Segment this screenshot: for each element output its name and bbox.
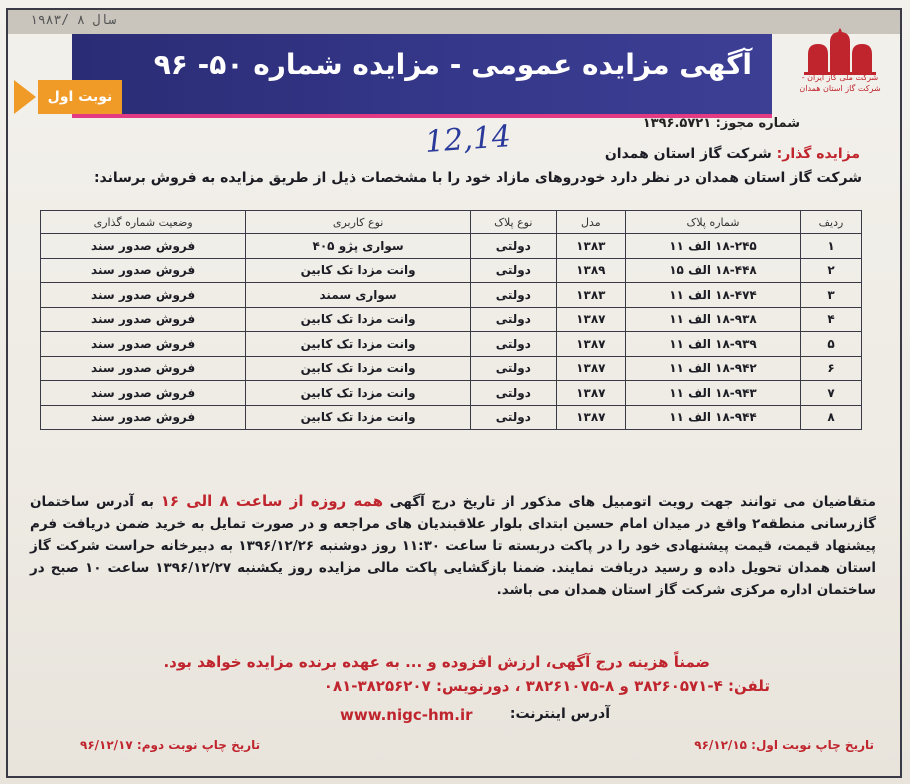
second-print-date: تاریخ چاپ نوبت دوم: ۹۶/۱۲/۱۷ [80, 738, 261, 752]
cell-plate: ۱۸-۴۴۸ الف ۱۵ [626, 258, 801, 283]
round-badge-label: نوبت اول [38, 80, 122, 114]
cell-model: ۱۳۸۷ [556, 381, 625, 406]
cell-plate-type: دولتی [470, 332, 556, 357]
cell-status: فروش صدور سند [41, 356, 246, 381]
website-label: آدرس اینترنت: [509, 706, 610, 722]
cell-plate-type: دولتی [470, 356, 556, 381]
cell-status: فروش صدور سند [41, 307, 246, 332]
first-print-date: تاریخ چاپ نوبت اول: ۹۶/۱۲/۱۵ [694, 738, 874, 752]
table-header-row [41, 211, 862, 234]
auctioneer-line [605, 146, 860, 162]
cell-usage: وانت مزدا تک کابین [246, 405, 471, 430]
cost-note: ضمناً هزینه درج آگهی، ارزش افزوده و ... به عهده برنده مزایده خواهد بود. [163, 653, 710, 671]
cell-plate: ۱۸-۴۷۴ الف ۱۱ [626, 283, 801, 308]
table-row [41, 307, 862, 332]
cell-model: ۱۳۸۳ [556, 283, 625, 308]
vehicles-table [40, 210, 862, 430]
cell-plate-type: دولتی [470, 405, 556, 430]
cell-model: ۱۳۸۷ [556, 356, 625, 381]
table-row [41, 381, 862, 406]
intro-text: شرکت گاز استان همدان در نظر دارد خودروهای مازاد خود را با مشخصات ذیل از طریق مزایده به فروش برساند: [93, 170, 862, 186]
cell-plate: ۱۸-۹۴۴ الف ۱۱ [626, 405, 801, 430]
cell-row-number: ۱ [800, 234, 861, 259]
table-row [41, 405, 862, 430]
badge-arrow-icon [14, 80, 36, 114]
cell-plate-type: دولتی [470, 258, 556, 283]
cell-row-number: ۶ [800, 356, 861, 381]
col-registration-status: وضعیت شماره گذاری [41, 211, 246, 234]
cell-status: فروش صدور سند [41, 258, 246, 283]
cell-status: فروش صدور سند [41, 405, 246, 430]
cell-plate: ۱۸-۹۳۸ الف ۱۱ [626, 307, 801, 332]
handwritten-note: 12,14 [423, 119, 513, 160]
table-row [41, 234, 862, 259]
table-row [41, 332, 862, 357]
cell-status: فروش صدور سند [41, 283, 246, 308]
auctioneer-value: شرکت گاز استان همدان [604, 146, 772, 162]
cell-row-number: ۷ [800, 381, 861, 406]
auctioneer-label: مزایده گذار: [776, 146, 860, 162]
cell-row-number: ۴ [800, 307, 861, 332]
cell-usage: سواری پژو ۴۰۵ [246, 234, 471, 259]
body-text-part1: متقاضیان می توانند جهت رویت اتومبیل های مذکور از تاریخ درج آگهی [389, 494, 876, 510]
cell-usage: وانت مزدا تک کابین [246, 307, 471, 332]
title-banner [72, 34, 772, 118]
cell-model: ۱۳۸۷ [556, 405, 625, 430]
body-paragraph [30, 490, 876, 601]
issue-number: ۱۹۸۳/ ۸ سال [30, 13, 117, 28]
cell-usage: سواری سمند [246, 283, 471, 308]
cell-row-number: ۵ [800, 332, 861, 357]
col-usage: نوع کاربری [246, 211, 471, 234]
cell-row-number: ۳ [800, 283, 861, 308]
cell-plate: ۱۸-۲۴۵ الف ۱۱ [626, 234, 801, 259]
cell-plate-type: دولتی [470, 283, 556, 308]
cell-usage: وانت مزدا تک کابین [246, 356, 471, 381]
cell-usage: وانت مزدا تک کابین [246, 258, 471, 283]
cell-plate: ۱۸-۹۳۹ الف ۱۱ [626, 332, 801, 357]
body-highlight-hours: همه روزه از ساعت ۸ الی ۱۶ [160, 492, 384, 510]
cell-usage: وانت مزدا تک کابین [246, 332, 471, 357]
cell-status: فروش صدور سند [41, 381, 246, 406]
table-row [41, 356, 862, 381]
cell-model: ۱۳۸۳ [556, 234, 625, 259]
permit-number: شماره مجوز: ۱۳۹۶.۵۷۲۱ [642, 116, 800, 131]
table-row [41, 283, 862, 308]
cell-plate-type: دولتی [470, 234, 556, 259]
cell-plate: ۱۸-۹۴۳ الف ۱۱ [626, 381, 801, 406]
cell-model: ۱۳۸۹ [556, 258, 625, 283]
cell-plate-type: دولتی [470, 307, 556, 332]
col-row-number: ردیف [800, 211, 861, 234]
cell-status: فروش صدور سند [41, 332, 246, 357]
cell-model: ۱۳۸۷ [556, 332, 625, 357]
cell-row-number: ۲ [800, 258, 861, 283]
round-badge [14, 80, 122, 114]
contact-phones: تلفن: ۴-۳۸۲۶۰۵۷۱ و ۸-۳۸۲۶۱۰۷۵ ، دورنویس: ۳۸۲۵۶۲۰۷-۰۸۱ [323, 677, 770, 695]
ad-title: آگهی مزایده عمومی - مزایده شماره ۵۰- ۹۶ [153, 48, 752, 81]
body-text-part2: به آدرس ساختمان گازرسانی منطقه۲ واقع در میدان امام حسین ابتدای بلوار علاقبندیان های مراجعه و در صورت تمایل به خرید ضمن دریافت فرم پیشنهاد قیمت، قیمت پیشنهادی خود را در پاکت دربسته تا ساعت ۱۱:۳۰ روز دوشنبه ۱۳۹۶/۱۲/۲۶ به دبیرخانه حراست شرکت گاز استان همدان تحویل داده و رسید دریافت نمایند. ضمنا بازگشایی پاکت مالی مزایده روز یکشنبه ۱۳۹۶/۱۲/۲۷ ساعت ۱۰ صبح در ساختمان اداره مرکزی شرکت گاز استان همدان می باشد. [30, 494, 877, 598]
flame-tower-icon [790, 28, 890, 76]
col-model: مدل [556, 211, 625, 234]
cell-model: ۱۳۸۷ [556, 307, 625, 332]
cell-usage: وانت مزدا تک کابین [246, 381, 471, 406]
table-row [41, 258, 862, 283]
logo-caption: شرکت ملی گاز ایران - شرکت گاز استان همدان [799, 73, 881, 93]
col-plate-type: نوع پلاک [470, 211, 556, 234]
website-link[interactable]: www.nigc-hm.ir [340, 706, 473, 724]
cell-plate: ۱۸-۹۴۲ الف ۱۱ [626, 356, 801, 381]
col-plate: شماره پلاک [626, 211, 801, 234]
cell-status: فروش صدور سند [41, 234, 246, 259]
cell-plate-type: دولتی [470, 381, 556, 406]
cell-row-number: ۸ [800, 405, 861, 430]
